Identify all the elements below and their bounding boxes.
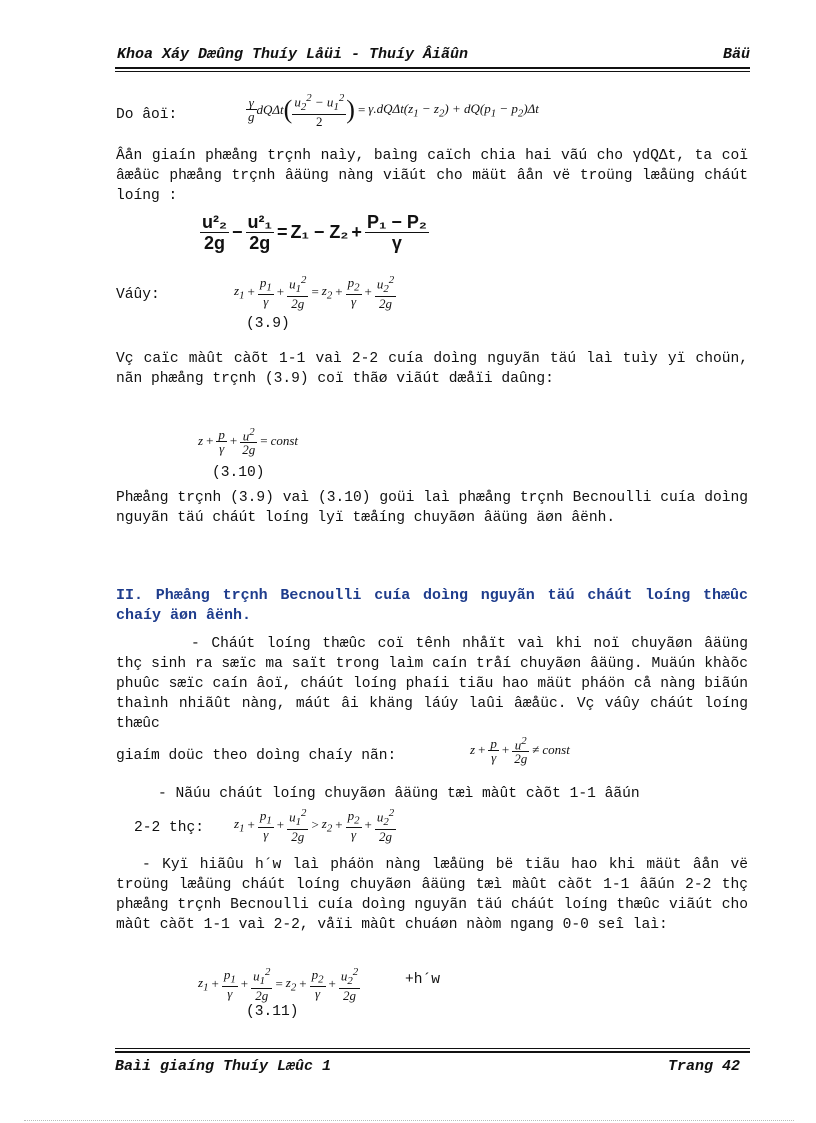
section-heading-real-fluid: II. Phæång trçnh Becnoulli cuía doìng nguyãn täú cháút loíng thæûc chaíy äøn âënh.: [116, 587, 748, 624]
page-footer: [115, 1058, 740, 1075]
energy-equation-bold: $\frac{\text{u²₂}}{2g}$ − $\frac{\text{u²₁}}{2g}$ = Z₁ − Z₂ + $\frac{\text{P₁ − P₂}}{\gamma}$: [202, 212, 427, 253]
header-title: Khoa Xáy Dæûng Thuíy Låüi - Thuíy Âiãûn: [117, 46, 469, 63]
paragraph-flow-direction-tail: 2-2 thç:: [134, 820, 205, 836]
lead-label: Do âoï:: [116, 107, 178, 123]
paragraph-arbitrary-sections: Vç caïc màût càõt 1-1 vaì 2-2 cuía doìng nguyãn täú laì tuìy yï choün, nãn phæång trçnh (3.9) coï thãø viãút dæåïi daûng:: [116, 351, 748, 387]
header-page-label: Bäü: [722, 46, 750, 63]
footer-course-title: Baìi giaíng Thuíy Læûc 1: [115, 1058, 332, 1075]
paragraph-bernoulli-ideal: Phæång trçnh (3.9) vaì (3.10) goüi laì phæång trçnh Becnoulli cuía doìng nguyãn täú cháút loíng lyï tæåíng chuyãøn âäüng äøn âënh.: [116, 490, 748, 526]
footer-rule-thin: [115, 1048, 750, 1049]
page-header: [115, 46, 750, 68]
footer-page-number: Trang 42: [667, 1058, 740, 1075]
bernoulli-equation-3-11: $z_1$ + $\frac{p_1}{\gamma}$ + $\frac{u_1^2}{2g}$ = $z_2$ + $\frac{p_2}{\gamma}$ + $\frac{u_2^2}{2g}$: [198, 966, 359, 1003]
header-rule-thin: [115, 71, 750, 72]
head-loss-term: +h´w: [405, 972, 441, 988]
energy-not-constant-equation: z + $\frac{p}{\gamma}$ + $\frac{u^2}{2g}$ ≠ const: [470, 735, 570, 767]
header-rule: [115, 67, 750, 69]
energy-inequality-equation: $z_1$ + $\frac{p_1}{\gamma}$ + $\frac{u_1^2}{2g}$ > $z_2$ + $\frac{p_2}{\gamma}$ + $\frac{u_2^2}{2g}$: [234, 807, 395, 844]
paragraph-flow-direction: - Nãúu cháút loíng chuyãøn âäüng tæì màût càõt 1-1 âãún: [158, 786, 640, 802]
bernoulli-equation-3-9: $z_1$ + $\frac{p_1}{\gamma}$ + $\frac{u_1^2}{2g}$ = $z_2$ + $\frac{p_2}{\gamma}$ + $\frac{u_2^2}{2g}$: [234, 274, 395, 311]
paragraph-head-loss: - Kyï hiãûu h´w laì pháön nàng læåüng bë tiãu hao khi mäüt âån vë troüng læåüng cháút loíng chuyãøn âäüng tæì màût càõt 1-1 âãún 2-2 thç phæång trçnh Becnoulli cuía doìng nguyãn täú cháút loíng thæûc viãút cho màût càõt 1-1 vaì 2-2, våïi màût chuáøn nàòm ngang 0-0 seî laì:: [116, 857, 748, 933]
footer-rule: [115, 1051, 750, 1053]
equation-number-3-11: (3.11): [246, 1004, 299, 1020]
bernoulli-equation-3-10: z + $\frac{p}{\gamma}$ + $\frac{u^2}{2g}$ = const: [198, 426, 299, 458]
so-label: Váûy:: [116, 287, 160, 303]
page-bottom-dotted-line: [24, 1120, 794, 1121]
equation-number-3-9: (3.9): [246, 316, 290, 332]
equation-number-3-10: (3.10): [212, 465, 265, 481]
paragraph-viscosity: - Cháút loíng thæûc coï tênh nhåït vaì khi noï chuyãøn âäüng thç sinh ra sæïc ma saït trong laìm caín tråí chuyãøn âäüng. Muäún khàõc phuûc sæïc caín âoï, cháút loíng phaíi tiãu hao mäüt pháön cå nàng biãún thaình nhiãût nàng, máút âi khäng láúy laûi âæåüc. Vç váûy cháút loíng thæûc: [116, 636, 748, 732]
paragraph-viscosity-tail: giaím doüc theo doìng chaíy nãn:: [116, 748, 397, 764]
paragraph-simplify: Âån giaín phæång trçnh naìy, baìng caïch chia hai vãú cho γdQΔt, ta coï âæåüc phæång trçnh âäüng nàng viãút cho mäüt âån vë troüng læåüng cháút loíng :: [116, 148, 748, 204]
energy-balance-equation: $\frac{\gamma}{g}$ dQΔt ( $\frac{u_2^2 - u_1^2}{2}$ ) = $\gamma.dQ\Delta t(z_1 - z_2) + dQ(p_1 - p_2)\Delta t$: [248, 92, 539, 129]
